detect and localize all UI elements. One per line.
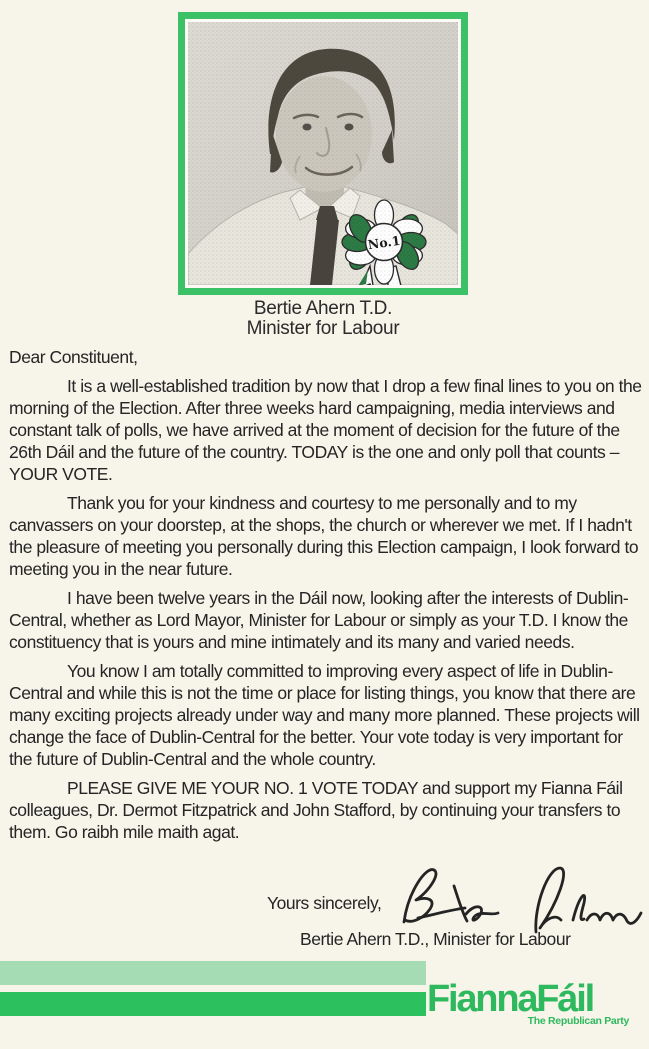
signatory-line: Bertie Ahern T.D., Minister for Labour	[300, 929, 571, 949]
letter-salutation: Dear Constituent,	[9, 347, 138, 367]
footer-stripe-light	[0, 961, 426, 985]
party-logo	[427, 980, 633, 1027]
photo-caption	[148, 299, 498, 339]
letter-paragraph: PLEASE GIVE ME YOUR NO. 1 VOTE TODAY and support my Fianna Fáil colleagues, Dr. Dermot Fitzpatrick and John Stafford, by continuing your transfers to them. Go raibh mile maith agat.	[9, 778, 623, 842]
footer-stripe-dark	[0, 992, 426, 1016]
party-name: FiannaFáil	[427, 978, 593, 1020]
photo-caption-title: Minister for Labour	[246, 318, 400, 339]
portrait-frame	[178, 12, 468, 295]
party-tagline: The Republican Party	[527, 1015, 629, 1027]
letter-paragraph: Thank you for your kindness and courtesy to me personally and to my canvassers on your doorstep, at the shops, the church or wherever we met. If I hadn't the pleasure of meeting you personally during this Election campaign, I look forward to meeting you in the near future.	[9, 493, 639, 579]
letter-body	[9, 346, 643, 850]
portrait-photo	[188, 22, 458, 285]
letter-paragraph: It is a well-established tradition by now that I drop a few final lines to you on the morning of the Election. After three weeks hard campaigning, media interviews and constant talk of polls, we have arrived at the moment of decision for the future of the 26th Dáil and the future of the country. TODAY is the one and only poll that counts – YOUR VOTE.	[9, 376, 642, 484]
letter-paragraph: You know I am totally committed to improving every aspect of life in Dublin-Central and while this is not the time or place for listing things, you know that there are many exciting projects already under way and many more planned. These projects will change the face of Dublin-Central for the better. Your vote today is very important for the future of Dublin-Central and the whole country.	[9, 661, 640, 769]
letter-paragraph: I have been twelve years in the Dáil now, looking after the interests of Dublin-Central, whether as Lord Mayor, Minister for Labour or simply as your T.D. I know the constituency that is yours and mine intimately and its many and varied needs.	[9, 588, 629, 652]
letter-closing: Yours sincerely,	[267, 893, 382, 913]
photo-caption-name: Bertie Ahern T.D.	[253, 298, 393, 319]
